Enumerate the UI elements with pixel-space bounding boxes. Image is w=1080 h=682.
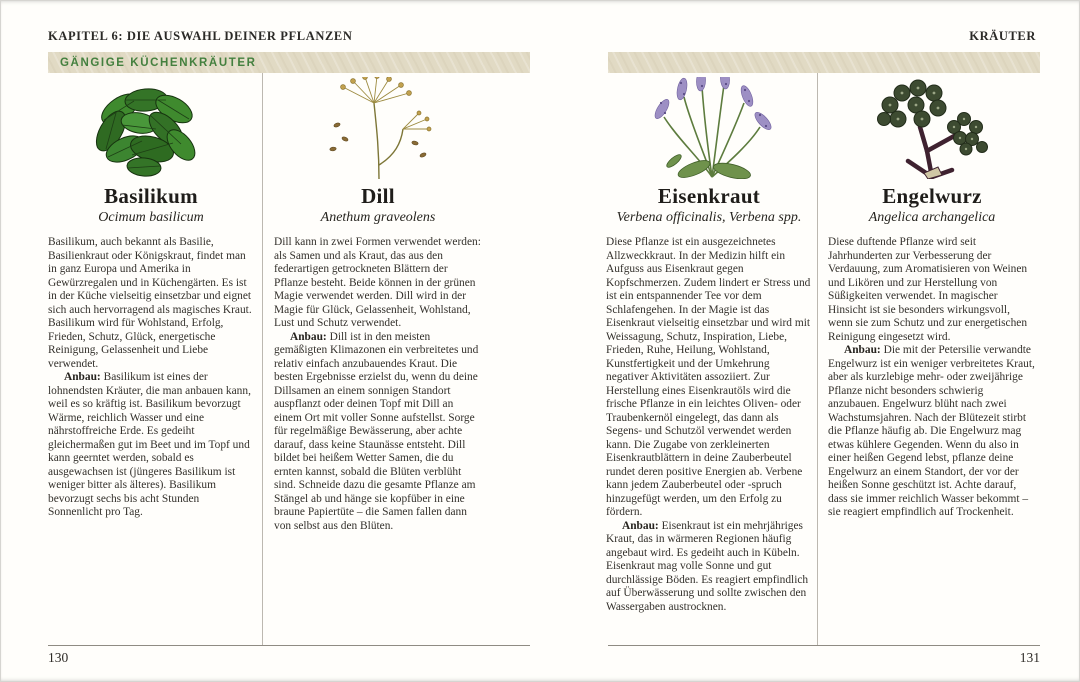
entry-engelwurz bbox=[828, 73, 1036, 520]
verbena-plant-icon bbox=[634, 77, 784, 179]
entry-eisenkraut bbox=[606, 73, 812, 614]
anbau-label: Anbau: bbox=[290, 330, 327, 343]
column-divider-right-page bbox=[817, 73, 818, 645]
entry-body bbox=[48, 236, 254, 520]
entry-intro-paragraph: Diese Pflanze ist ein ausgezeichnetes Allzweckkraut. In der Medizin hilft ein Aufguss aus Eisenkraut gegen Kopfschmerzen. Zudem lindert er Stress und ist ein entspannender Tee vor dem Schlafengehen. In der Magie ist das Eisenkraut vielseitig einsetzbar und wird mit Weissagung, Schutz, Inspiration, Liebe, Frieden, Ruhe, Heilung, Wohlstand, Kunstfertigkeit und der Umkehrung negativer Aktivitäten assoziiert. Zur Herstellung eines Eisenkrautöls wird die frische Pflanze in ein leichtes Oliven- oder Traubenkernöl eingelegt, das dann als Segens- und Schutzöl verwendet werden kann. Die Zugabe von zerkleinerten Eisenkrautblättern in deine Zauberbeutel rundet deren positive Energien ab. Verbene kann jedem Zauberbeutel oder -spruch hinzugefügt werden, um den Erfolg zu fördern. bbox=[606, 236, 811, 518]
entry-title: Engelwurz bbox=[882, 184, 982, 208]
basil-plant-illustration bbox=[48, 73, 254, 179]
entry-anbau-paragraph bbox=[48, 371, 254, 520]
section-banner-left bbox=[48, 52, 530, 73]
anbau-label: Anbau: bbox=[622, 519, 659, 532]
entry-latin-name: Ocimum basilicum bbox=[98, 210, 204, 225]
dill-plant-icon bbox=[303, 77, 453, 179]
entry-intro-paragraph: Basilikum, auch bekannt als Basilie, Basilienkraut oder Königskraut, findet man in ganz Europa und Amerika in Gewürzregalen und in Küchengärten. Es ist in der Küche vielseitig einsetzbar und eignet sich auch hervorragend als magisches Kraut. Basilikum wird für Wohlstand, Erfolg, Frieden, Schutz, Glück, energetische Reinigung, Gelassenheit und Liebe verwendet. bbox=[48, 236, 252, 370]
entry-dill bbox=[274, 73, 482, 533]
anbau-text: Die mit der Petersilie verwandte Engelwurz ist ein weniger verbreitetes Kraut, aber als kurzlebige mehr- oder zweijährige Pflanze nicht besonders schwierig anzubauen. Engelwurz blüht nach zwei Wachstumsjahren. Nach der Blütezeit stirbt die Pflanze häufig ab. Die Engelwurz mag etwas kühlere Gegenden. Wenn du also in einer heißen Gegend lebst, pflanze deine Engelwurz an einem Standort, der vor der heißen Sonne geschützt ist. Achte darauf, dass sie immer reichlich Wasser bekommt – sie reagiert empfindlich auf Trockenheit. bbox=[828, 344, 1035, 518]
chapter-header-right: KRÄUTER bbox=[969, 29, 1036, 43]
anbau-label: Anbau: bbox=[64, 371, 101, 383]
entry-intro-paragraph: Diese duftende Pflanze wird seit Jahrhunderten zur Verbesserung der Verdauung, zum Aromatisieren von Weinen und Likören und zur Herstellung von Süßigkeiten verwendet. In magischer Hinsicht ist sie besonders wirkungsvoll, wenn sie zum Schutz und zur energetischen Reinigung eingesetzt wird. bbox=[828, 236, 1028, 343]
verbena-plant-illustration bbox=[606, 73, 812, 179]
entry-body bbox=[274, 236, 482, 533]
footer-rule-right-page bbox=[608, 645, 1040, 646]
footer-rule-left-page bbox=[48, 645, 530, 646]
anbau-text: Eisenkraut ist ein mehrjähriges Kraut, das in wärmeren Regionen häufig angebaut wird. Es gedeiht auch in Kübeln. Eisenkraut mag volle Sonne und gut durchlässige Böden. Es reagiert empfindlich auf Überwässerung und sollte zwischen den Wassergaben austrocknen. bbox=[606, 519, 809, 613]
entry-latin-name: Angelica archangelica bbox=[868, 210, 996, 225]
entry-body bbox=[828, 236, 1036, 520]
anbau-text: Basilikum ist eines der lohnendsten Kräuter, die man anbauen kann, weil es so kräftig ist. Basilikum bevorzugt Wärme, reichlich Wasser und eine nährstoffreiche Erde. Es gedeiht gleichermaßen gut im Beet und im Topf und kann geerntet werden, sobald es ausgewachsen ist (jüngeres Basilikum ist weniger bitter als älteres). Basilikum bevorzugt sechs bis acht Stunden Sonnenlicht pro Tag. bbox=[48, 371, 251, 518]
entry-body bbox=[606, 236, 812, 614]
section-banner-right bbox=[608, 52, 1040, 73]
anbau-label: Anbau: bbox=[844, 344, 881, 356]
entry-title: Eisenkraut bbox=[657, 184, 761, 208]
angelica-plant-icon bbox=[862, 75, 1002, 179]
column-divider-left-page bbox=[262, 73, 263, 645]
angelica-plant-illustration bbox=[828, 73, 1036, 179]
page-number-left: 130 bbox=[48, 650, 69, 665]
entry-title: Basilikum bbox=[104, 184, 198, 208]
chapter-header-left: KAPITEL 6: DIE AUSWAHL DEINER PFLANZEN bbox=[48, 29, 353, 43]
anbau-text: Dill ist in den meisten gemäßigten Klimazonen ein verbreitetes und relativ einfach anzubauendes Kraut. Die besten Ergebnisse erzielst du, wenn du deine Dillsamen an einem sonnigen Standort auspflanzt oder deinen Topf mit Dill an einem Ort mit voller Sonne aufstellst. Sorge für regelmäßige Bewässerung, aber achte darauf, dass keine Staunässe entsteht. Dill bildet bei heißem Wetter Samen, die du ernten kannst, sobald die Blüten verblüht sind. Schneide dazu die gesamte Pflanze am Stängel ab und hänge sie kopfüber in eine braune Papiertüte – die Samen fallen dann von selbst aus den Blüten. bbox=[274, 330, 479, 532]
entry-anbau-paragraph bbox=[606, 520, 812, 615]
entry-intro-paragraph: Dill kann in zwei Formen verwendet werden: als Samen und als Kraut, das aus den federartigen getrockneten Blättern der Pflanze besteht. Beide können in der grünen Magie verwendet werden. Dill wird in der Magie für Glück, Gelassenheit, Wohlstand, Lust und Schutz verwendet. bbox=[274, 236, 481, 329]
entry-anbau-paragraph bbox=[828, 344, 1036, 520]
entry-basilikum bbox=[48, 73, 254, 520]
basil-plant-icon bbox=[82, 79, 220, 179]
entry-latin-name: Anethum graveolens bbox=[320, 210, 436, 225]
section-banner-label: GÄNGIGE KÜCHENKRÄUTER bbox=[60, 56, 257, 69]
entry-latin-name: Verbena officinalis, Verbena spp. bbox=[616, 210, 802, 225]
page-number-right: 131 bbox=[1019, 650, 1040, 665]
entry-anbau-paragraph bbox=[274, 331, 482, 534]
dill-plant-illustration bbox=[274, 73, 482, 179]
entry-title: Dill bbox=[361, 184, 395, 208]
